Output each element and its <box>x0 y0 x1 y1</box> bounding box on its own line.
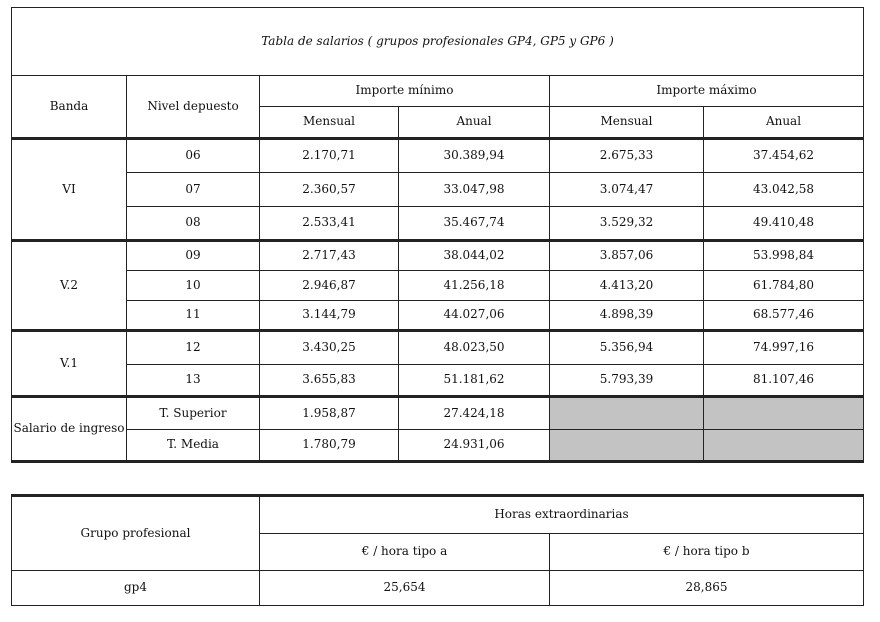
band-label: VI <box>12 139 127 241</box>
min-mensual-cell: 2.946,87 <box>260 271 399 301</box>
max-mensual-cell: 5.793,39 <box>550 365 704 397</box>
table-row <box>12 397 864 430</box>
min-mensual-cell: 3.655,83 <box>260 365 399 397</box>
max-anual-cell: 53.998,84 <box>704 241 864 271</box>
table-row <box>12 331 864 365</box>
tipo-b-cell: 28,865 <box>550 571 864 606</box>
min-mensual-cell: 2.360,57 <box>260 173 399 207</box>
overtime-table <box>11 494 864 606</box>
nivel-cell: T. Superior <box>127 397 260 430</box>
empty-shaded-cell <box>704 430 864 462</box>
table-row <box>12 207 864 241</box>
header-max-mensual: Mensual <box>550 107 704 139</box>
tipo-a-cell: 25,654 <box>260 571 550 606</box>
min-anual-cell: 30.389,94 <box>399 139 550 173</box>
nivel-cell: T. Media <box>127 430 260 462</box>
max-mensual-cell: 2.675,33 <box>550 139 704 173</box>
band-label: V.1 <box>12 331 127 397</box>
min-anual-cell: 24.931,06 <box>399 430 550 462</box>
table-row <box>12 430 864 462</box>
table-row <box>12 271 864 301</box>
nivel-cell: 10 <box>127 271 260 301</box>
max-mensual-cell: 3.074,47 <box>550 173 704 207</box>
max-mensual-cell: 3.529,32 <box>550 207 704 241</box>
empty-shaded-cell <box>550 430 704 462</box>
nivel-cell: 13 <box>127 365 260 397</box>
max-mensual-cell: 5.356,94 <box>550 331 704 365</box>
table-title: Tabla de salarios ( grupos profesionales GP4, GP5 y GP6 ) <box>12 8 864 76</box>
nivel-cell: 09 <box>127 241 260 271</box>
max-anual-cell: 74.997,16 <box>704 331 864 365</box>
nivel-cell: 12 <box>127 331 260 365</box>
header-importe-maximo: Importe máximo <box>550 76 864 107</box>
salary-table <box>11 7 864 463</box>
band-label: V.2 <box>12 241 127 331</box>
min-anual-cell: 44.027,06 <box>399 301 550 331</box>
min-mensual-cell: 2.170,71 <box>260 139 399 173</box>
min-mensual-cell: 2.717,43 <box>260 241 399 271</box>
max-anual-cell: 81.107,46 <box>704 365 864 397</box>
header-horas-extraordinarias: Horas extraordinarias <box>260 496 864 534</box>
min-mensual-cell: 3.430,25 <box>260 331 399 365</box>
table-row <box>12 173 864 207</box>
table-row <box>12 241 864 271</box>
min-anual-cell: 48.023,50 <box>399 331 550 365</box>
min-anual-cell: 35.467,74 <box>399 207 550 241</box>
header-tipo-b: € / hora tipo b <box>550 534 864 571</box>
min-anual-cell: 41.256,18 <box>399 271 550 301</box>
header-importe-minimo: Importe mínimo <box>260 76 550 107</box>
min-mensual-cell: 1.958,87 <box>260 397 399 430</box>
max-anual-cell: 43.042,58 <box>704 173 864 207</box>
header-max-anual: Anual <box>704 107 864 139</box>
table-row <box>12 301 864 331</box>
min-anual-cell: 33.047,98 <box>399 173 550 207</box>
min-anual-cell: 27.424,18 <box>399 397 550 430</box>
min-anual-cell: 51.181,62 <box>399 365 550 397</box>
max-anual-cell: 61.784,80 <box>704 271 864 301</box>
header-min-anual: Anual <box>399 107 550 139</box>
nivel-cell: 07 <box>127 173 260 207</box>
max-anual-cell: 68.577,46 <box>704 301 864 331</box>
table-row <box>12 365 864 397</box>
max-mensual-cell: 4.413,20 <box>550 271 704 301</box>
grupo-cell: gp4 <box>12 571 260 606</box>
min-mensual-cell: 1.780,79 <box>260 430 399 462</box>
nivel-cell: 11 <box>127 301 260 331</box>
nivel-cell: 08 <box>127 207 260 241</box>
table-row <box>12 139 864 173</box>
max-mensual-cell: 4.898,39 <box>550 301 704 331</box>
header-banda: Banda <box>12 76 127 139</box>
min-mensual-cell: 2.533,41 <box>260 207 399 241</box>
max-anual-cell: 49.410,48 <box>704 207 864 241</box>
min-mensual-cell: 3.144,79 <box>260 301 399 331</box>
header-tipo-a: € / hora tipo a <box>260 534 550 571</box>
max-mensual-cell: 3.857,06 <box>550 241 704 271</box>
nivel-cell: 06 <box>127 139 260 173</box>
header-nivel: Nivel depuesto <box>127 76 260 139</box>
empty-shaded-cell <box>550 397 704 430</box>
table-row <box>12 571 864 606</box>
empty-shaded-cell <box>704 397 864 430</box>
header-min-mensual: Mensual <box>260 107 399 139</box>
min-anual-cell: 38.044,02 <box>399 241 550 271</box>
ingreso-label: Salario de ingreso <box>12 397 127 462</box>
max-anual-cell: 37.454,62 <box>704 139 864 173</box>
header-grupo-profesional: Grupo profesional <box>12 496 260 571</box>
